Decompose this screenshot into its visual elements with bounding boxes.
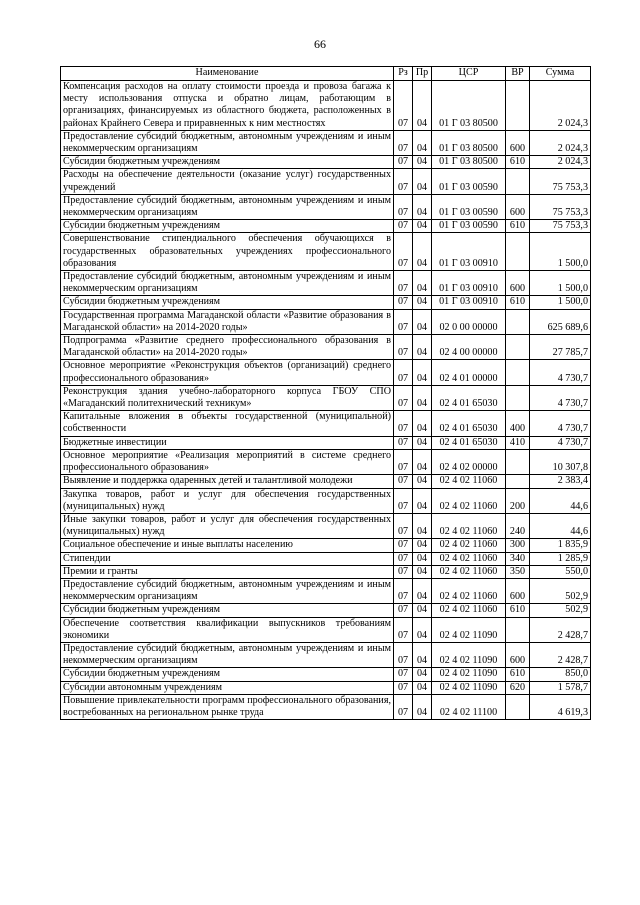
cell-vr: 600: [506, 271, 530, 296]
table-row: [61, 513, 591, 538]
cell-pr: 04: [413, 81, 432, 131]
table-row: [61, 668, 591, 681]
table-row: [61, 539, 591, 552]
cell-sum: 4 730,7: [530, 360, 591, 385]
cell-rz: 07: [394, 411, 413, 436]
cell-csr: 02 4 01 65030: [432, 385, 506, 410]
cell-name: Субсидии бюджетным учреждениям: [61, 296, 394, 309]
cell-csr: 02 4 02 00000: [432, 449, 506, 474]
cell-pr: 04: [413, 233, 432, 271]
cell-vr: 610: [506, 156, 530, 169]
table-row: [61, 411, 591, 436]
cell-sum: 4 730,7: [530, 436, 591, 449]
cell-vr: 610: [506, 296, 530, 309]
cell-csr: 02 4 01 65030: [432, 411, 506, 436]
header-sum: Сумма: [530, 67, 591, 81]
cell-sum: 1 500,0: [530, 271, 591, 296]
cell-rz: 07: [394, 169, 413, 194]
cell-csr: 01 Г 03 00910: [432, 296, 506, 309]
table-row: [61, 617, 591, 642]
cell-csr: 02 4 01 00000: [432, 360, 506, 385]
cell-name: Субсидии бюджетным учреждениям: [61, 604, 394, 617]
cell-name: Компенсация расходов на оплату стоимости проезда и провоза багажа к месту использования отпуска и обратно лицам, работающим в организациях, финансируемых из областного бюджета, расположенных в районах Крайнего Севера и приравненных к ним местностях: [61, 81, 394, 131]
cell-pr: 04: [413, 169, 432, 194]
cell-vr: [506, 335, 530, 360]
cell-name: Предоставление субсидий бюджетным, автономным учреждениям и иным некоммерческим организациям: [61, 271, 394, 296]
cell-sum: 625 689,6: [530, 309, 591, 334]
header-name: Наименование: [61, 67, 394, 81]
cell-rz: 07: [394, 449, 413, 474]
cell-sum: 2 024,3: [530, 81, 591, 131]
cell-pr: 04: [413, 335, 432, 360]
header-rz: Рз: [394, 67, 413, 81]
cell-rz: 07: [394, 668, 413, 681]
cell-rz: 07: [394, 81, 413, 131]
cell-csr: 02 4 02 11090: [432, 668, 506, 681]
cell-vr: [506, 169, 530, 194]
cell-sum: 75 753,3: [530, 194, 591, 219]
cell-rz: 07: [394, 220, 413, 233]
cell-name: Предоставление субсидий бюджетным, автономным учреждениям и иным некоммерческим организациям: [61, 130, 394, 155]
cell-vr: [506, 360, 530, 385]
cell-pr: 04: [413, 513, 432, 538]
cell-pr: 04: [413, 436, 432, 449]
cell-csr: 02 4 02 11100: [432, 694, 506, 719]
cell-name: Государственная программа Магаданской области «Развитие образования в Магаданской области» на 2014-2020 годы»: [61, 309, 394, 334]
cell-name: Предоставление субсидий бюджетным, автономным учреждениям и иным некоммерческим организациям: [61, 578, 394, 603]
cell-sum: 2 024,3: [530, 156, 591, 169]
cell-rz: 07: [394, 539, 413, 552]
cell-csr: 02 4 02 11090: [432, 681, 506, 694]
cell-csr: 02 4 02 11060: [432, 475, 506, 488]
cell-pr: 04: [413, 668, 432, 681]
cell-pr: 04: [413, 578, 432, 603]
cell-name: Премии и гранты: [61, 565, 394, 578]
cell-rz: 07: [394, 578, 413, 603]
header-pr: Пр: [413, 67, 432, 81]
cell-name: Иные закупки товаров, работ и услуг для обеспечения государственных (муниципальных) нужд: [61, 513, 394, 538]
cell-pr: 04: [413, 156, 432, 169]
cell-name: Капитальные вложения в объекты государственной (муниципальной) собственности: [61, 411, 394, 436]
cell-vr: 340: [506, 552, 530, 565]
cell-csr: 02 4 01 65030: [432, 436, 506, 449]
cell-pr: 04: [413, 617, 432, 642]
table-row: [61, 169, 591, 194]
cell-rz: 07: [394, 513, 413, 538]
cell-vr: 200: [506, 488, 530, 513]
cell-vr: [506, 449, 530, 474]
cell-sum: 4 730,7: [530, 411, 591, 436]
cell-sum: 2 024,3: [530, 130, 591, 155]
cell-csr: 01 Г 03 00590: [432, 220, 506, 233]
table-row: [61, 694, 591, 719]
cell-csr: 02 4 02 11060: [432, 513, 506, 538]
cell-vr: [506, 385, 530, 410]
cell-vr: 610: [506, 668, 530, 681]
cell-name: Обеспечение соответствия квалификации выпускников требованиям экономики: [61, 617, 394, 642]
cell-vr: 600: [506, 642, 530, 667]
cell-pr: 04: [413, 296, 432, 309]
cell-pr: 04: [413, 309, 432, 334]
cell-sum: 2 428,7: [530, 642, 591, 667]
cell-csr: 01 Г 03 00910: [432, 271, 506, 296]
cell-sum: 2 383,4: [530, 475, 591, 488]
cell-name: Основное мероприятие «Реализация мероприятий в системе среднего профессионального образования»: [61, 449, 394, 474]
cell-rz: 07: [394, 642, 413, 667]
cell-sum: 1 500,0: [530, 233, 591, 271]
table-body: [61, 81, 591, 720]
table-row: [61, 309, 591, 334]
cell-name: Реконструкция здания учебно-лабораторного корпуса ГБОУ СПО «Магаданский политехнический техникум»: [61, 385, 394, 410]
cell-vr: [506, 694, 530, 719]
cell-csr: 02 4 02 11060: [432, 578, 506, 603]
cell-sum: 850,0: [530, 668, 591, 681]
cell-rz: 07: [394, 385, 413, 410]
cell-sum: 1 285,9: [530, 552, 591, 565]
cell-vr: 600: [506, 578, 530, 603]
page-number: 66: [314, 37, 326, 51]
table-row: [61, 271, 591, 296]
cell-csr: 01 Г 03 80500: [432, 156, 506, 169]
cell-sum: 1 578,7: [530, 681, 591, 694]
cell-name: Субсидии бюджетным учреждениям: [61, 668, 394, 681]
cell-vr: [506, 233, 530, 271]
cell-name: Повышение привлекательности программ профессионального образования, востребованных на региональном рынке труда: [61, 694, 394, 719]
cell-pr: 04: [413, 271, 432, 296]
cell-pr: 04: [413, 130, 432, 155]
table-row: [61, 449, 591, 474]
cell-pr: 04: [413, 411, 432, 436]
cell-pr: 04: [413, 539, 432, 552]
cell-vr: 600: [506, 194, 530, 219]
table-row: [61, 130, 591, 155]
cell-sum: 10 307,8: [530, 449, 591, 474]
cell-pr: 04: [413, 385, 432, 410]
cell-rz: 07: [394, 271, 413, 296]
cell-rz: 07: [394, 194, 413, 219]
cell-vr: 600: [506, 130, 530, 155]
cell-name: Социальное обеспечение и иные выплаты населению: [61, 539, 394, 552]
cell-pr: 04: [413, 552, 432, 565]
cell-pr: 04: [413, 360, 432, 385]
cell-name: Предоставление субсидий бюджетным, автономным учреждениям и иным некоммерческим организациям: [61, 194, 394, 219]
cell-pr: 04: [413, 449, 432, 474]
cell-csr: 01 Г 03 00590: [432, 169, 506, 194]
cell-rz: 07: [394, 552, 413, 565]
table-header-row: [61, 67, 591, 81]
cell-rz: 07: [394, 617, 413, 642]
cell-csr: 02 4 02 11060: [432, 539, 506, 552]
table-row: [61, 475, 591, 488]
cell-name: Выявление и поддержка одаренных детей и талантливой молодежи: [61, 475, 394, 488]
cell-rz: 07: [394, 475, 413, 488]
cell-name: Бюджетные инвестиции: [61, 436, 394, 449]
cell-csr: 02 4 02 11090: [432, 617, 506, 642]
cell-vr: [506, 309, 530, 334]
table-row: [61, 335, 591, 360]
cell-rz: 07: [394, 604, 413, 617]
cell-vr: 240: [506, 513, 530, 538]
table-row: [61, 565, 591, 578]
cell-rz: 07: [394, 488, 413, 513]
cell-rz: 07: [394, 681, 413, 694]
cell-vr: [506, 81, 530, 131]
cell-pr: 04: [413, 604, 432, 617]
cell-rz: 07: [394, 156, 413, 169]
cell-sum: 2 428,7: [530, 617, 591, 642]
cell-sum: 4 619,3: [530, 694, 591, 719]
cell-sum: 1 500,0: [530, 296, 591, 309]
cell-sum: 4 730,7: [530, 385, 591, 410]
cell-name: Совершенствование стипендиального обеспечения обучающихся в государственных образовательных учреждениях профессионального образования: [61, 233, 394, 271]
cell-rz: 07: [394, 335, 413, 360]
cell-sum: 44,6: [530, 488, 591, 513]
cell-vr: 350: [506, 565, 530, 578]
cell-name: Субсидии автономным учреждениям: [61, 681, 394, 694]
cell-pr: 04: [413, 681, 432, 694]
table-row: [61, 233, 591, 271]
cell-rz: 07: [394, 565, 413, 578]
cell-pr: 04: [413, 694, 432, 719]
cell-csr: 01 Г 03 80500: [432, 130, 506, 155]
table-row: [61, 488, 591, 513]
cell-pr: 04: [413, 488, 432, 513]
cell-vr: 620: [506, 681, 530, 694]
cell-name: Субсидии бюджетным учреждениям: [61, 220, 394, 233]
cell-vr: [506, 475, 530, 488]
cell-csr: 02 4 02 11060: [432, 565, 506, 578]
cell-sum: 44,6: [530, 513, 591, 538]
cell-rz: 07: [394, 296, 413, 309]
cell-csr: 02 4 02 11060: [432, 552, 506, 565]
table-row: [61, 156, 591, 169]
cell-pr: 04: [413, 220, 432, 233]
cell-vr: 410: [506, 436, 530, 449]
header-csr: ЦСР: [432, 67, 506, 81]
cell-sum: 75 753,3: [530, 220, 591, 233]
header-vr: ВР: [506, 67, 530, 81]
cell-csr: 01 Г 03 00590: [432, 194, 506, 219]
cell-csr: 02 4 02 11060: [432, 604, 506, 617]
cell-sum: 27 785,7: [530, 335, 591, 360]
table-row: [61, 220, 591, 233]
cell-pr: 04: [413, 565, 432, 578]
cell-name: Подпрограмма «Развитие среднего профессионального образования в Магаданской области» на 2014-2020 годы»: [61, 335, 394, 360]
cell-sum: 75 753,3: [530, 169, 591, 194]
table-row: [61, 578, 591, 603]
cell-rz: 07: [394, 360, 413, 385]
cell-rz: 07: [394, 694, 413, 719]
table-row: [61, 296, 591, 309]
cell-pr: 04: [413, 642, 432, 667]
cell-sum: 1 835,9: [530, 539, 591, 552]
cell-rz: 07: [394, 309, 413, 334]
cell-name: Стипендии: [61, 552, 394, 565]
cell-csr: 02 4 02 11090: [432, 642, 506, 667]
cell-rz: 07: [394, 436, 413, 449]
cell-vr: 610: [506, 604, 530, 617]
cell-sum: 550,0: [530, 565, 591, 578]
table-row: [61, 642, 591, 667]
cell-csr: 01 Г 03 00910: [432, 233, 506, 271]
cell-name: Предоставление субсидий бюджетным, автономным учреждениям и иным некоммерческим организациям: [61, 642, 394, 667]
cell-csr: 02 4 00 00000: [432, 335, 506, 360]
table-row: [61, 552, 591, 565]
cell-pr: 04: [413, 194, 432, 219]
cell-sum: 502,9: [530, 578, 591, 603]
table-row: [61, 436, 591, 449]
cell-sum: 502,9: [530, 604, 591, 617]
cell-pr: 04: [413, 475, 432, 488]
table-row: [61, 681, 591, 694]
cell-name: Закупка товаров, работ и услуг для обеспечения государственных (муниципальных) нужд: [61, 488, 394, 513]
cell-vr: [506, 617, 530, 642]
table-row: [61, 360, 591, 385]
cell-name: Основное мероприятие «Реконструкция объектов (организаций) среднего профессионального образования»: [61, 360, 394, 385]
cell-csr: 02 0 00 00000: [432, 309, 506, 334]
cell-rz: 07: [394, 130, 413, 155]
cell-vr: 400: [506, 411, 530, 436]
table-row: [61, 604, 591, 617]
table-row: [61, 81, 591, 131]
table-row: [61, 385, 591, 410]
cell-vr: 300: [506, 539, 530, 552]
table-row: [61, 194, 591, 219]
cell-csr: 01 Г 03 80500: [432, 81, 506, 131]
cell-csr: 02 4 02 11060: [432, 488, 506, 513]
cell-name: Субсидии бюджетным учреждениям: [61, 156, 394, 169]
cell-rz: 07: [394, 233, 413, 271]
cell-name: Расходы на обеспечение деятельности (оказание услуг) государственных учреждений: [61, 169, 394, 194]
budget-table: [60, 66, 591, 720]
cell-vr: 610: [506, 220, 530, 233]
